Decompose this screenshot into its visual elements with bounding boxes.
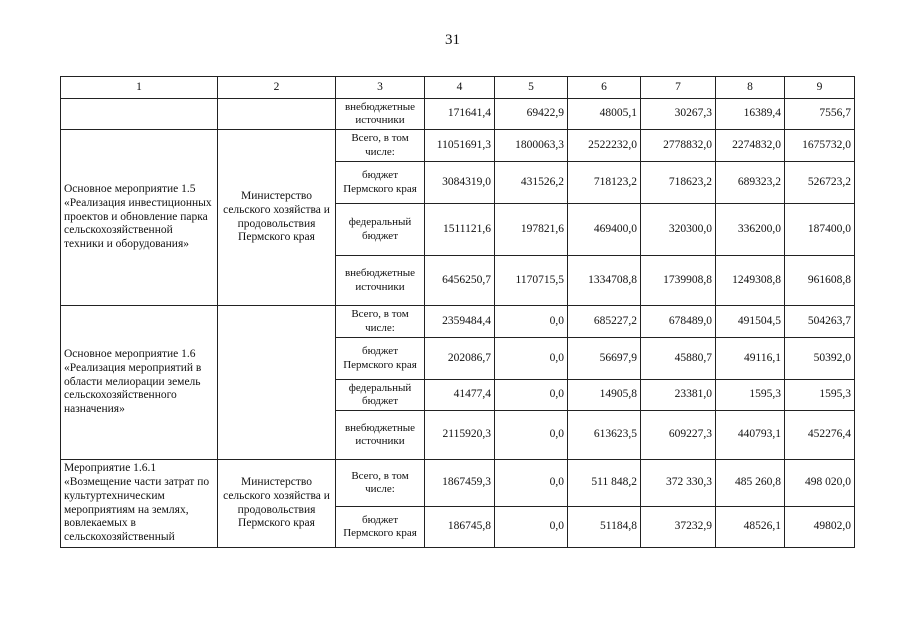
value-cell: 469400,0	[568, 204, 641, 256]
value-cell: 48526,1	[716, 507, 785, 548]
value-cell: 45880,7	[641, 338, 716, 380]
funding-table	[60, 76, 855, 548]
value-cell: 1334708,8	[568, 256, 641, 306]
funding-source: внебюджетные источники	[336, 99, 425, 130]
desc-cell-empty	[61, 99, 218, 130]
value-cell: 7556,7	[785, 99, 855, 130]
table-row	[61, 130, 855, 162]
value-cell: 1867459,3	[425, 460, 495, 507]
value-cell: 718623,2	[641, 162, 716, 204]
value-cell: 511 848,2	[568, 460, 641, 507]
value-cell: 678489,0	[641, 306, 716, 338]
funding-source: бюджет Пермского края	[336, 338, 425, 380]
value-cell: 485 260,8	[716, 460, 785, 507]
activity-description: Основное мероприятие 1.5 «Реализация инвестиционных проектов и обновление парка сельскохозяйственной техники и оборудования»	[61, 130, 218, 306]
value-cell: 1595,3	[785, 380, 855, 411]
page-number: 31	[445, 32, 460, 48]
value-cell: 11051691,3	[425, 130, 495, 162]
col-header: 4	[425, 77, 495, 99]
value-cell: 0,0	[495, 460, 568, 507]
value-cell: 56697,9	[568, 338, 641, 380]
value-cell: 48005,1	[568, 99, 641, 130]
value-cell: 37232,9	[641, 507, 716, 548]
value-cell: 30267,3	[641, 99, 716, 130]
value-cell: 1511121,6	[425, 204, 495, 256]
value-cell: 689323,2	[716, 162, 785, 204]
value-cell: 718123,2	[568, 162, 641, 204]
value-cell: 961608,8	[785, 256, 855, 306]
value-cell: 1249308,8	[716, 256, 785, 306]
value-cell: 2359484,4	[425, 306, 495, 338]
activity-description: Мероприятие 1.6.1 «Возмещение части затрат по культуртехническим мероприятиям на землях, вовлекаемых в сельскохозяйственный	[61, 460, 218, 548]
col-header: 1	[61, 77, 218, 99]
funding-source: бюджет Пермского края	[336, 507, 425, 548]
value-cell: 3084319,0	[425, 162, 495, 204]
value-cell: 504263,7	[785, 306, 855, 338]
value-cell: 2274832,0	[716, 130, 785, 162]
value-cell: 69422,9	[495, 99, 568, 130]
value-cell: 49802,0	[785, 507, 855, 548]
value-cell: 202086,7	[425, 338, 495, 380]
value-cell: 498 020,0	[785, 460, 855, 507]
value-cell: 372 330,3	[641, 460, 716, 507]
responsible-executor: Министерство сельского хозяйства и продовольствия Пермского края	[218, 130, 336, 306]
funding-source: бюджет Пермского края	[336, 162, 425, 204]
col-header: 5	[495, 77, 568, 99]
value-cell: 526723,2	[785, 162, 855, 204]
col-header: 3	[336, 77, 425, 99]
value-cell: 491504,5	[716, 306, 785, 338]
value-cell: 197821,6	[495, 204, 568, 256]
value-cell: 2522232,0	[568, 130, 641, 162]
value-cell: 1170715,5	[495, 256, 568, 306]
value-cell: 0,0	[495, 306, 568, 338]
value-cell: 2115920,3	[425, 411, 495, 460]
responsible-executor: Министерство сельского хозяйства и продовольствия Пермского края	[218, 460, 336, 548]
value-cell: 609227,3	[641, 411, 716, 460]
funding-source: федеральный бюджет	[336, 204, 425, 256]
value-cell: 336200,0	[716, 204, 785, 256]
value-cell: 186745,8	[425, 507, 495, 548]
value-cell: 0,0	[495, 411, 568, 460]
value-cell: 171641,4	[425, 99, 495, 130]
value-cell: 49116,1	[716, 338, 785, 380]
value-cell: 685227,2	[568, 306, 641, 338]
value-cell: 613623,5	[568, 411, 641, 460]
value-cell: 431526,2	[495, 162, 568, 204]
value-cell: 6456250,7	[425, 256, 495, 306]
col-header: 8	[716, 77, 785, 99]
value-cell: 1800063,3	[495, 130, 568, 162]
responsible-executor	[218, 306, 336, 460]
col-header: 7	[641, 77, 716, 99]
value-cell: 320300,0	[641, 204, 716, 256]
value-cell: 16389,4	[716, 99, 785, 130]
value-cell: 2778832,0	[641, 130, 716, 162]
value-cell: 1675732,0	[785, 130, 855, 162]
funding-source: внебюджетные источники	[336, 256, 425, 306]
col-header: 6	[568, 77, 641, 99]
funding-source: федеральный бюджет	[336, 380, 425, 411]
value-cell: 23381,0	[641, 380, 716, 411]
value-cell: 1595,3	[716, 380, 785, 411]
table-row	[61, 306, 855, 338]
value-cell: 14905,8	[568, 380, 641, 411]
funding-source: Всего, в том числе:	[336, 306, 425, 338]
header-row	[61, 77, 855, 99]
table-row	[61, 460, 855, 507]
value-cell: 452276,4	[785, 411, 855, 460]
value-cell: 0,0	[495, 338, 568, 380]
value-cell: 50392,0	[785, 338, 855, 380]
value-cell: 51184,8	[568, 507, 641, 548]
funding-source: внебюджетные источники	[336, 411, 425, 460]
resp-cell-empty	[218, 99, 336, 130]
table-row	[61, 99, 855, 130]
funding-source: Всего, в том числе:	[336, 460, 425, 507]
value-cell: 440793,1	[716, 411, 785, 460]
value-cell: 0,0	[495, 507, 568, 548]
value-cell: 187400,0	[785, 204, 855, 256]
activity-description: Основное мероприятие 1.6 «Реализация мероприятий в области мелиорации земель сельскохозяйственного назначения»	[61, 306, 218, 460]
col-header: 9	[785, 77, 855, 99]
value-cell: 41477,4	[425, 380, 495, 411]
col-header: 2	[218, 77, 336, 99]
value-cell: 1739908,8	[641, 256, 716, 306]
value-cell: 0,0	[495, 380, 568, 411]
funding-source: Всего, в том числе:	[336, 130, 425, 162]
